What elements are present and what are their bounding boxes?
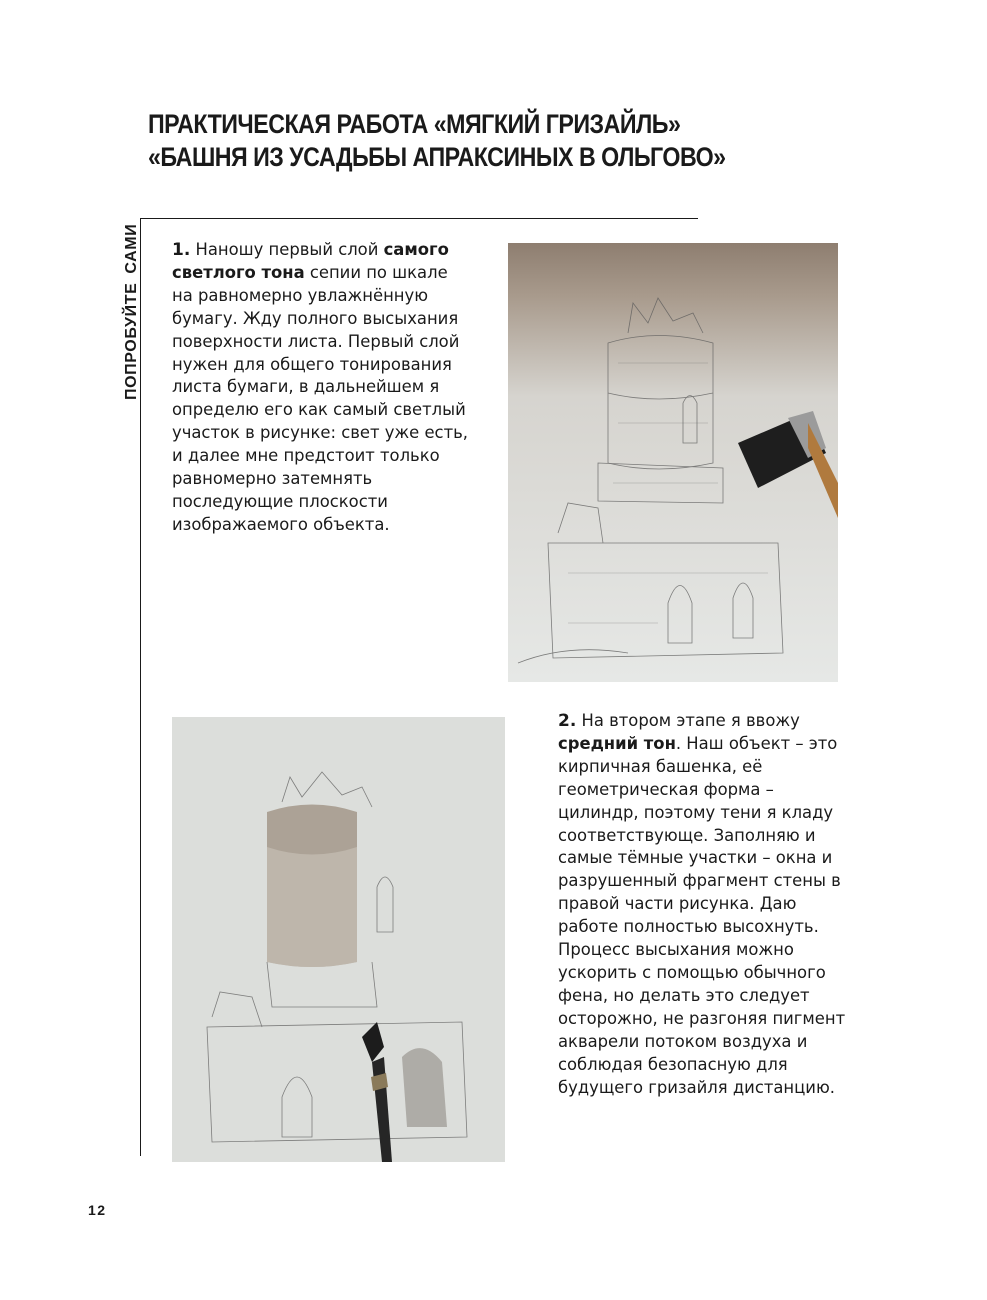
side-label: ПОПРОБУЙТЕ САМИ xyxy=(123,223,140,400)
step-1-photo xyxy=(508,243,838,682)
step-2-text-before: На втором этапе я ввожу xyxy=(576,711,800,730)
title-line-1: ПРАКТИЧЕСКАЯ РАБОТА «МЯГКИЙ ГРИЗАЙЛЬ» xyxy=(148,109,681,139)
tower-middle-tone-image xyxy=(172,717,505,1162)
step-1-number: 1. xyxy=(172,240,191,260)
step-1-text-after: сепии по шкале на равномерно увлажнённую бумагу. Жду полного высыхания поверхности листа. Первый слой нужен для общего тонирования листа бумаги, в дальнейшем я определю его как самый светлый участок в рисунке: свет уже есть, и далее мне предстоит только равномерно затемнять последующие плоскости изображаемого объекта. xyxy=(172,262,468,534)
step-2-text-after: . Наш объект – это кирпичная башенка, её геометрическая форма – цилиндр, поэтому тени я кладу соответствующе. Заполняю и самые тёмные участки – окна и разрушенный фрагмент стены в правой части рисунка. Даю работе полностью высохнуть. Процесс высыхания можно ускорить с помощью обычного фена, но делать это следует осторожно, не разгоняя пигмент акварели потоком воздуха и соблюдая безопасную для будущего гризайля дистанцию. xyxy=(558,733,846,1097)
step-1-bold: самого светлого тона xyxy=(172,240,449,282)
step-1-paragraph xyxy=(172,239,472,537)
step-2-photo xyxy=(172,717,505,1162)
title-line-2: «БАШНЯ ИЗ УСАДЬБЫ АПРАКСИНЫХ В ОЛЬГОВО» xyxy=(148,142,726,172)
step-2-bold: средний тон xyxy=(558,733,676,753)
page-title xyxy=(148,108,750,174)
step-2-number: 2. xyxy=(558,711,577,731)
step-1-text-before: Наношу первый слой xyxy=(190,240,384,259)
horizontal-rule xyxy=(140,218,698,219)
page-number: 12 xyxy=(88,1202,107,1218)
tower-sketch-with-wash-image xyxy=(508,243,838,682)
step-2-paragraph xyxy=(558,710,858,1099)
